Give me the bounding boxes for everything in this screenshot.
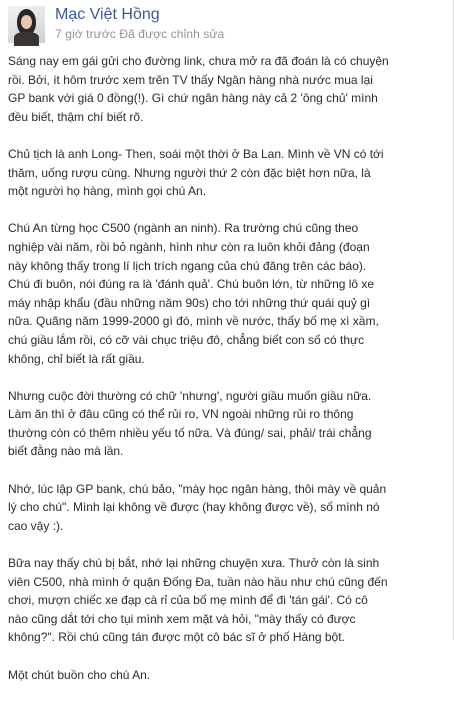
post-paragraph: [8, 219, 446, 368]
post-text-line: Làm ăn thì ở đâu cũng có thể rủi ro, VN ngoài những rủi ro thông: [8, 407, 354, 422]
post-text-line: Nhưng cuộc đời thường có chữ 'nhưng', người giầu muốn giầu nữa.: [8, 388, 372, 403]
post-text-line: Bữa nay thấy chú bị bắt, nhớ lại những chuyện xưa. Thưở còn là sinh: [8, 556, 380, 571]
post-text-line: Nhớ, lúc lập GP bank, chú bảo, "mày học ngân hàng, thôi mày về quản: [8, 481, 387, 496]
post-paragraph: [8, 387, 446, 461]
post-text-line: Chú đi buôn, nói đúng ra là 'đánh quả'. Chú buôn lớn, từ những lô xe: [8, 277, 375, 292]
post-text-line: rồi. Bởi, ít hôm trước xem trên TV thấy Ngân hàng nhà nước mua lại: [8, 72, 373, 87]
post-header: [8, 6, 445, 46]
post-paragraph: [8, 554, 446, 647]
post-text-line: cao vậy :).: [8, 518, 64, 533]
avatar-face: [21, 15, 32, 29]
post-meta[interactable]: 7 giờ trước Đã được chỉnh sửa: [55, 27, 225, 41]
avatar-body: [14, 32, 39, 46]
post-text-line: Sáng nay em gái gửi cho đường link, chưa mở ra đã đoán là có chuyện: [8, 54, 389, 68]
post-text-line: nghiệp vài năm, rồi bỏ ngành, hình như còn ra luôn khỏi đảng (đoạn: [8, 239, 370, 254]
post-paragraph: [8, 145, 446, 201]
post-text-line: Chú An từng học C500 (ngành an ninh). Ra trường chú cũng theo: [8, 221, 359, 236]
post-text-line: biết đằng nào mà lần.: [8, 444, 124, 459]
post-text-line: lý cho chú". Mình lại không về được (hay không được về), số mình nó: [8, 500, 380, 515]
post-text-line: không?". Rồi chú cũng tán được một cô bác sĩ ở phố Hàng bột.: [8, 630, 345, 645]
post-paragraph: [8, 52, 446, 126]
post-text-line: GP bank với giá 0 đồng(!). Gì chứ ngân hàng này cả 2 'ông chủ' mình: [8, 91, 378, 106]
post-body: [8, 52, 446, 703]
post-text-line: chú giầu lắm rồi, có cỡ vài chục triệu đô, chẳng biết con số có thực: [8, 332, 365, 347]
post-text-line: máy nhập khẩu (đầu những năm 90s) cho tới những thứ quái quỷ gì: [8, 295, 371, 310]
post-text-line: Chủ tịch là anh Long- Then, soái một thời ở Ba Lan. Mình về VN có tới: [8, 146, 384, 161]
post-text-line: không, chỉ biết là rất giầu.: [8, 351, 145, 366]
post-text-line: này không thấy trong lí lịch trích ngang của chú đăng trên các báo).: [8, 258, 367, 273]
author-name[interactable]: Mạc Việt Hồng: [55, 6, 160, 23]
post-text-line: Một chút buồn cho chú An.: [8, 667, 151, 682]
post-text-line: một người họ hàng, mình gọi chú An.: [8, 184, 207, 199]
avatar[interactable]: [8, 6, 45, 43]
post-text-line: chơi, mượn chiếc xe đạp cà rỉ của bố mẹ mình để đi 'tán gái'. Có cô: [8, 593, 368, 608]
post-text-line: nào cũng dắt tới cho tụi mình xem mặt và hỏi, "mày thấy có được: [8, 611, 356, 626]
post-text-line: nữa. Quãng năm 1999-2000 gì đó, mình về nước, thấy bố mẹ xì xầm,: [8, 314, 379, 329]
post-text-line: thăm, uống rượu cùng. Nhưng người thứ 2 còn đặc biệt hơn nữa, là: [8, 165, 371, 180]
post-paragraph: [8, 480, 446, 536]
post-paragraph: [8, 666, 446, 685]
post-text-line: viên C500, nhà mình ở quận Đống Đa, tuần nào hầu như chú cũng đến: [8, 574, 388, 589]
post-text-line: đều biết, thậm chí biết rõ.: [8, 109, 144, 124]
post-text-line: thường còn có thêm nhiều yếu tố nữa. Và đúng/ sai, phải/ trái chẳng: [8, 425, 372, 440]
